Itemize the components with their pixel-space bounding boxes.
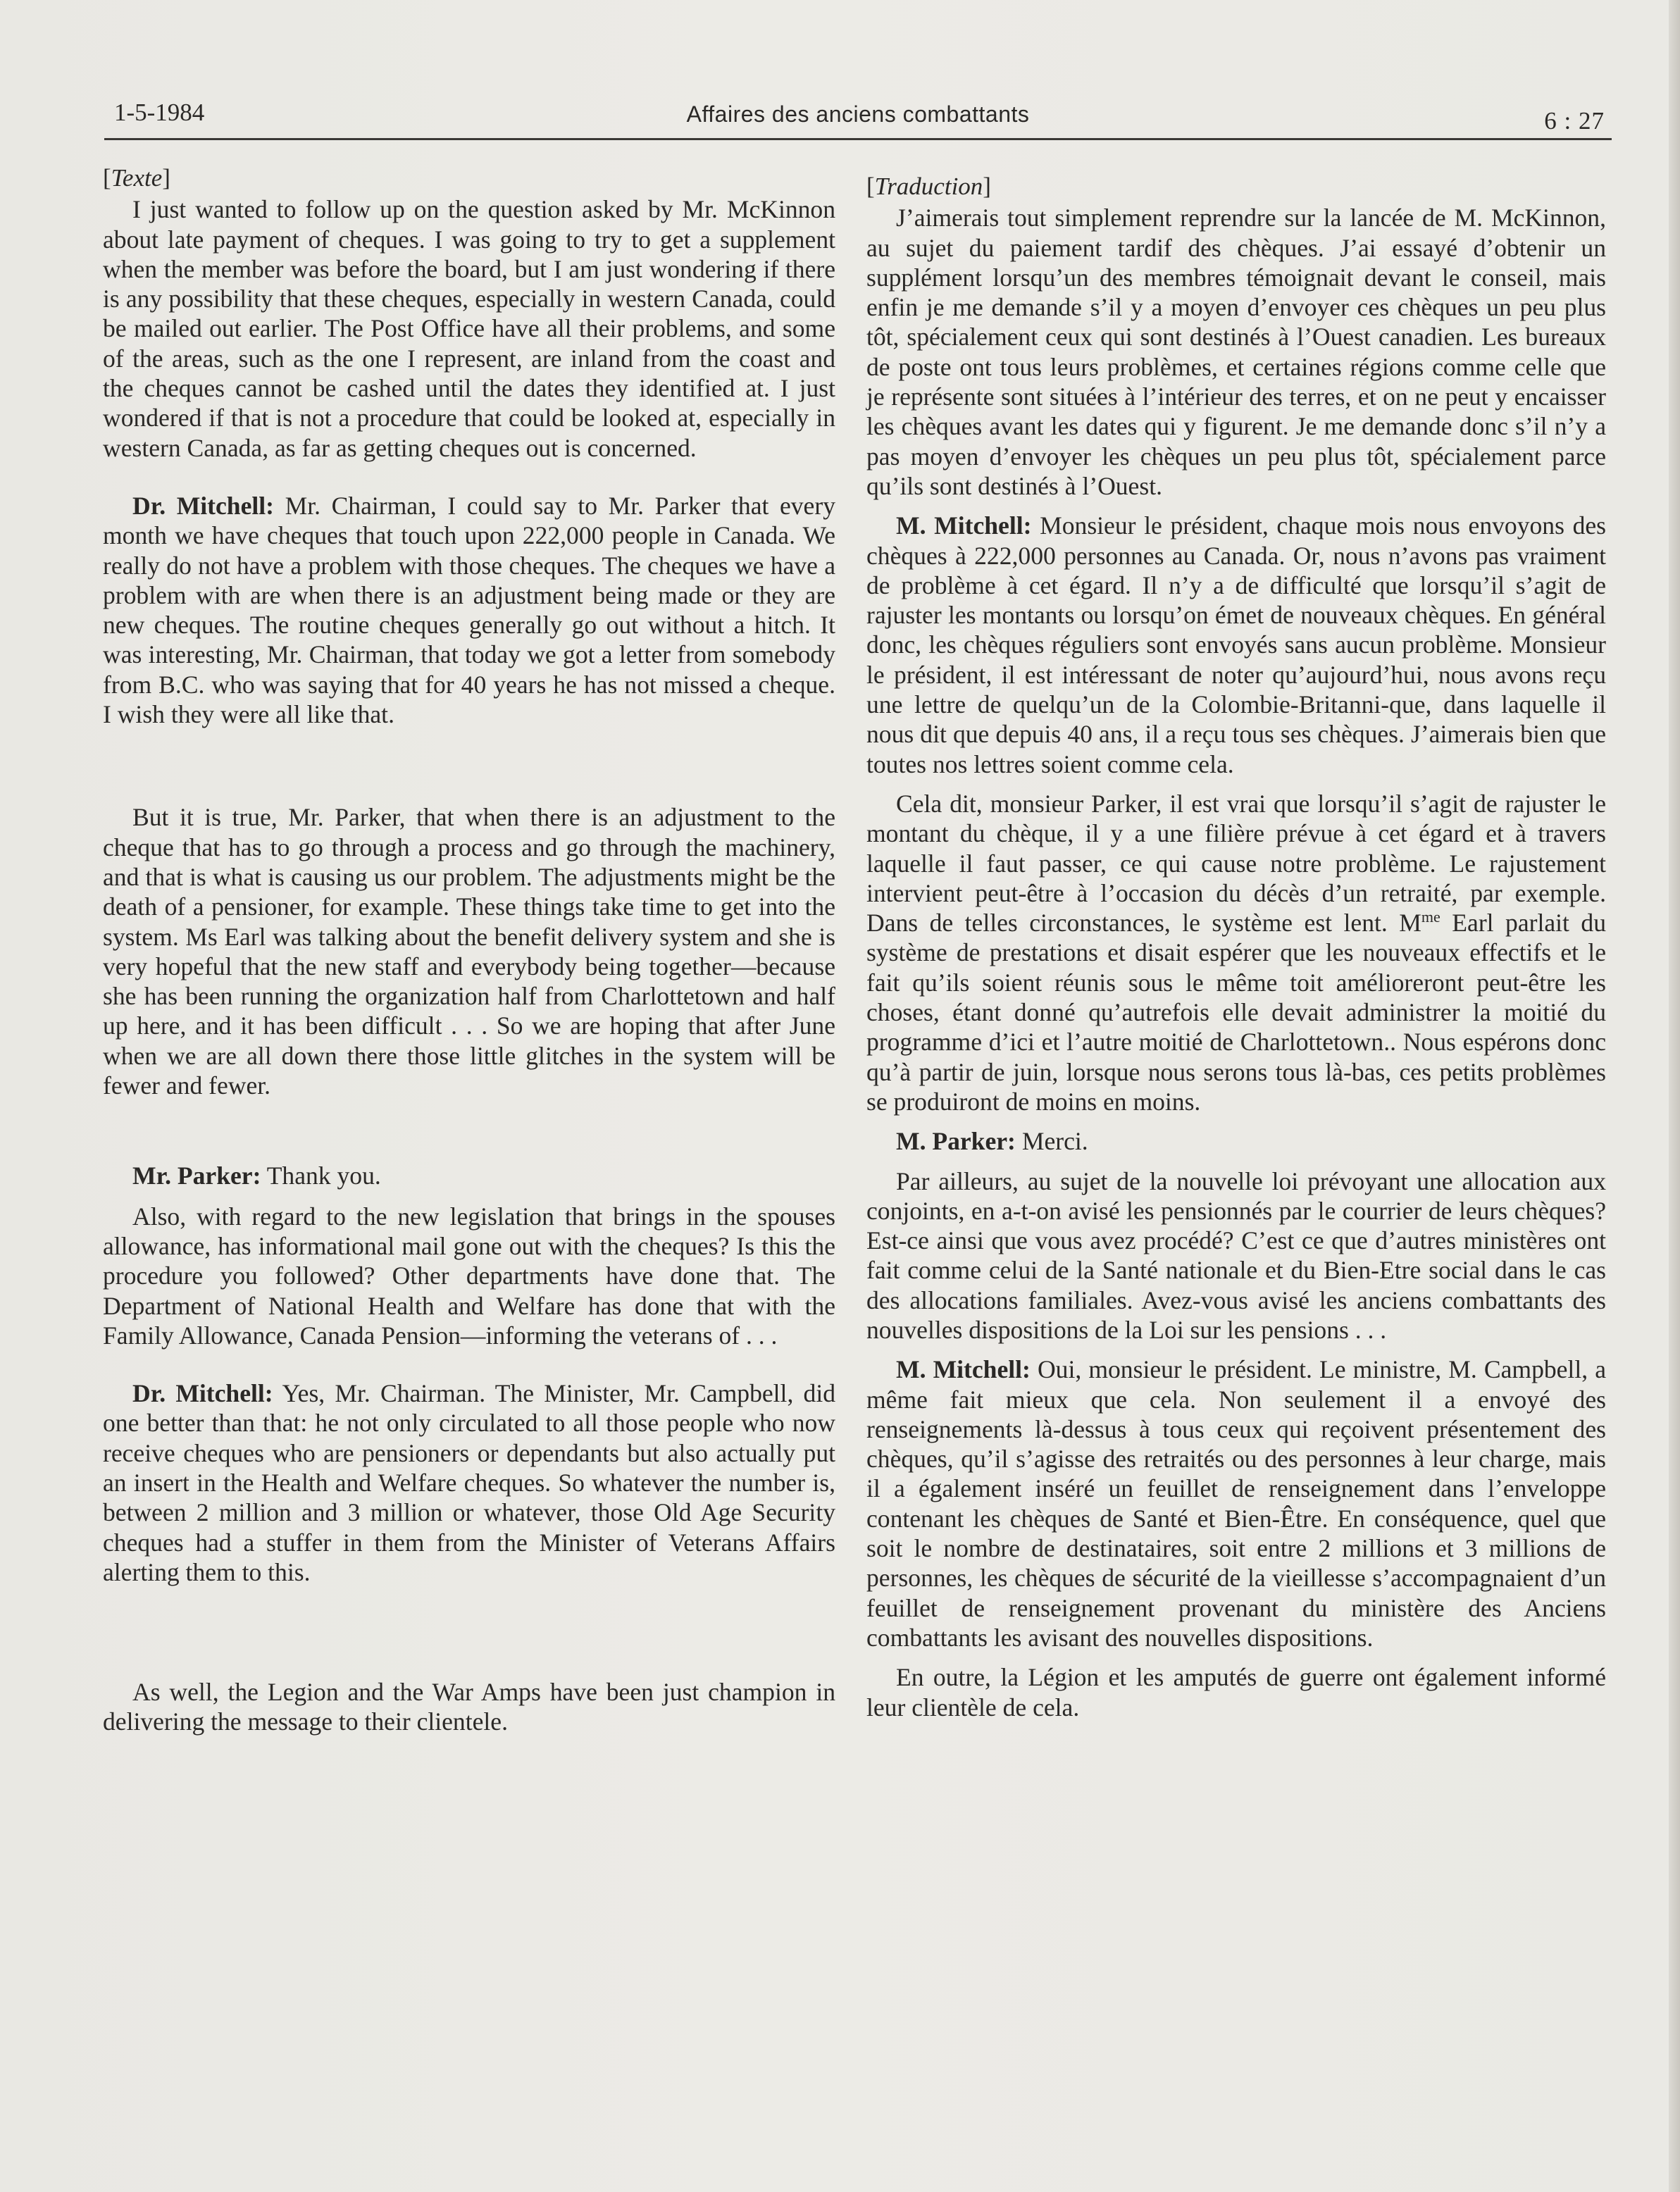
section-tag: [Traduction] [866, 173, 991, 200]
paragraph: As well, the Legion and the War Amps have been just champion in delivering the message to their clientele. [103, 1678, 835, 1736]
paragraph: Cela dit, monsieur Parker, il est vrai que lorsqu’il s’agit de rajuster le montant du chèque, il y a une filière prévue à cet égard et à travers laquelle il faut passer, ce qui cause notre problème. Le rajustement intervient peut-être à l’occasion du décès d’un retraité, par exemple. Dans de telles circonstances, le système est lent. $M^{me}$ Earl parlait du système de prestations et disait espérer que les nouveaux effectifs et le fait qu’ils soient réunis sous le même toit amélioreront peut-être les choses, étant donné qu’autrefois elle devait administrer la moitié du programme d’ici et l’autre moitié de Charlottetown.. Nous espérons donc qu’à partir de juin, lorsque nous serons tous là-bas, ces petits problèmes se produiront de moins en moins. [866, 789, 1606, 1116]
header-title: Affaires des anciens combattants [686, 101, 1030, 127]
page-edge [1669, 0, 1680, 2192]
paragraph: M. Parker: Merci. [896, 1127, 1088, 1156]
english-column [103, 163, 835, 1737]
speaker-name: Mr. Parker: [132, 1162, 261, 1190]
speaker-name: Dr. Mitchell: [132, 491, 274, 520]
paragraph: M. Mitchell: Monsieur le président, chaque mois nous envoyons des chèques à 222,000 personnes au Canada. Or, nous n’avons pas vraiment de problème à cet égard. Il n’y a de difficulté que lorsqu’il s’agit de rajuster les montants ou lorsqu’on émet de nouveaux chèques. En général donc, les chèques réguliers sont envoyés sans aucun problème. Monsieur le président, il est intéressant de noter qu’aujourd’hui, nous avons reçu une lettre de quelqu’un de la Colombie-Britanni-que, dans laquelle il nous dit que depuis 40 ans, il a reçu tous ses chèques. J’aimerais bien que toutes nos lettres soient comme cela. [866, 511, 1607, 778]
french-column [866, 172, 1606, 1722]
paragraph: But it is true, Mr. Parker, that when there is an adjustment to the cheque that has to go through a process and go through the machinery, and that is what is causing us our problem. The adjustments might be the death of a pensioner, for example. These things take time to get into the system. Ms Earl was talking about the benefit delivery system and she is very hopeful that the new staff and everybody being together—because she has been running the organization half from Charlottetown and half up here, and it has been difficult . . . So we are hoping that after June when we are all down there those little glitches in the system will be fewer and fewer. [103, 803, 835, 1100]
speaker-name: Dr. Mitchell: [132, 1379, 273, 1408]
paragraph: J’aimerais tout simplement reprendre sur la lancée de M. McKinnon, au sujet du paiement tardif des chèques. J’ai essayé d’obtenir un supplément lorsqu’un des membres témoignait devant le conseil, mais enfin je me demande s’il y a moyen d’envoyer ces chèques un peu plus tôt, spécialement ceux qui sont destinés à l’Ouest canadien. Les bureaux de poste ont tous leurs problèmes, et certaines régions comme celle que je représente sont situées à l’intérieur des terres, et on ne peut y encaisser les chèques avant les dates qui y figurent. Je me demande donc s’il n’y a pas moyen d’envoyer les chèques un peu plus tôt, spécialement parce qu’ils sont destinés à l’Ouest. [866, 204, 1606, 500]
paragraph: I just wanted to follow up on the question asked by Mr. McKinnon about late payment of cheques. I was going to try to get a supplement when the member was before the board, but I am just wondering if there is any possibility that these cheques, especially in western Canada, could be mailed out earlier. The Post Office have all their problems, and some of the areas, such as the one I represent, are inland from the coast and the cheques cannot be cashed until the dates they identified at. I just wondered if that is not a procedure that could be looked at, especially in western Canada, as far as getting cheques out is concerned. [103, 195, 835, 462]
paragraph: M. Mitchell: Oui, monsieur le président. Le ministre, M. Campbell, a même fait mieux que cela. Non seulement il a envoyé des renseignements là-dessus à tous ceux qui reçoivent présentement des chèques, qu’il s’agisse des retraités ou des personnes à leur charge, mais il a également inséré un feuillet de renseignement dans l’enveloppe contenant les chèques de Santé et Bien-Être. En conséquence, quel que soit le nombre de destinataires, soit entre 2 millions et 3 millions de personnes, les chèques de sécurité de la vieillesse s’accompagnaient d’un feuillet de renseignement provenant du ministère des Anciens combattants les avisant des nouvelles dispositions. [866, 1355, 1606, 1652]
paragraph: Dr. Mitchell: Yes, Mr. Chairman. The Minister, Mr. Campbell, did one better than that: he not only circulated to all those people who now receive cheques who are pensioners or dependants but also actually put an insert in the Health and Welfare cheques. So whatever the number is, between 2 million and 3 million or whatever, those Old Age Security cheques had a stuffer in them from the Minister of Veterans Affairs alerting them to this. [103, 1379, 836, 1586]
paragraph: En outre, la Légion et les amputés de guerre ont également informé leur clientèle de cela. [866, 1663, 1606, 1721]
section-tag: [Texte] [103, 164, 170, 192]
header-page-number: 6 : 27 [1544, 107, 1605, 135]
speaker-name: M. Parker: [896, 1127, 1016, 1156]
speaker-name: M. Mitchell: [896, 1355, 1031, 1384]
paragraph: Mr. Parker: Thank you. [132, 1162, 381, 1190]
header-date: 1-5-1984 [114, 99, 205, 126]
paragraph: Also, with regard to the new legislation that brings in the spouses allowance, has informational mail gone out with the cheques? Is this the procedure you followed? Other departments have done that. The Department of National Health and Welfare has done that with the Family Allowance, Canada Pension—informing the veterans of . . . [103, 1202, 835, 1350]
paragraph: Par ailleurs, au sujet de la nouvelle loi prévoyant une allocation aux conjoints, en a-t-on avisé les pensionnés par le courrier de leurs chèques? Est-ce ainsi que vous avez procédé? C’est ce que d’autres ministères ont fait comme celui de la Santé nationale et du Bien-Etre social dans le cas des allocations familiales. Avez-vous avisé les anciens combattants des nouvelles dispositions de la Loi sur les pensions . . . [866, 1166, 1606, 1344]
page-header [104, 96, 1612, 140]
paragraph: Dr. Mitchell: Mr. Chairman, I could say to Mr. Parker that every month we have cheques that touch upon 222,000 people in Canada. We really do not have a problem with those cheques. The cheques we have a problem with are when there is an adjustment being made or they are new cheques. The routine cheques generally go out without a hitch. It was interesting, Mr. Chairman, that today we got a letter from somebody from B.C. who was saying that for 40 years he has not missed a cheque. I wish they were all like that. [103, 491, 835, 729]
speaker-name: M. Mitchell: [896, 511, 1032, 540]
